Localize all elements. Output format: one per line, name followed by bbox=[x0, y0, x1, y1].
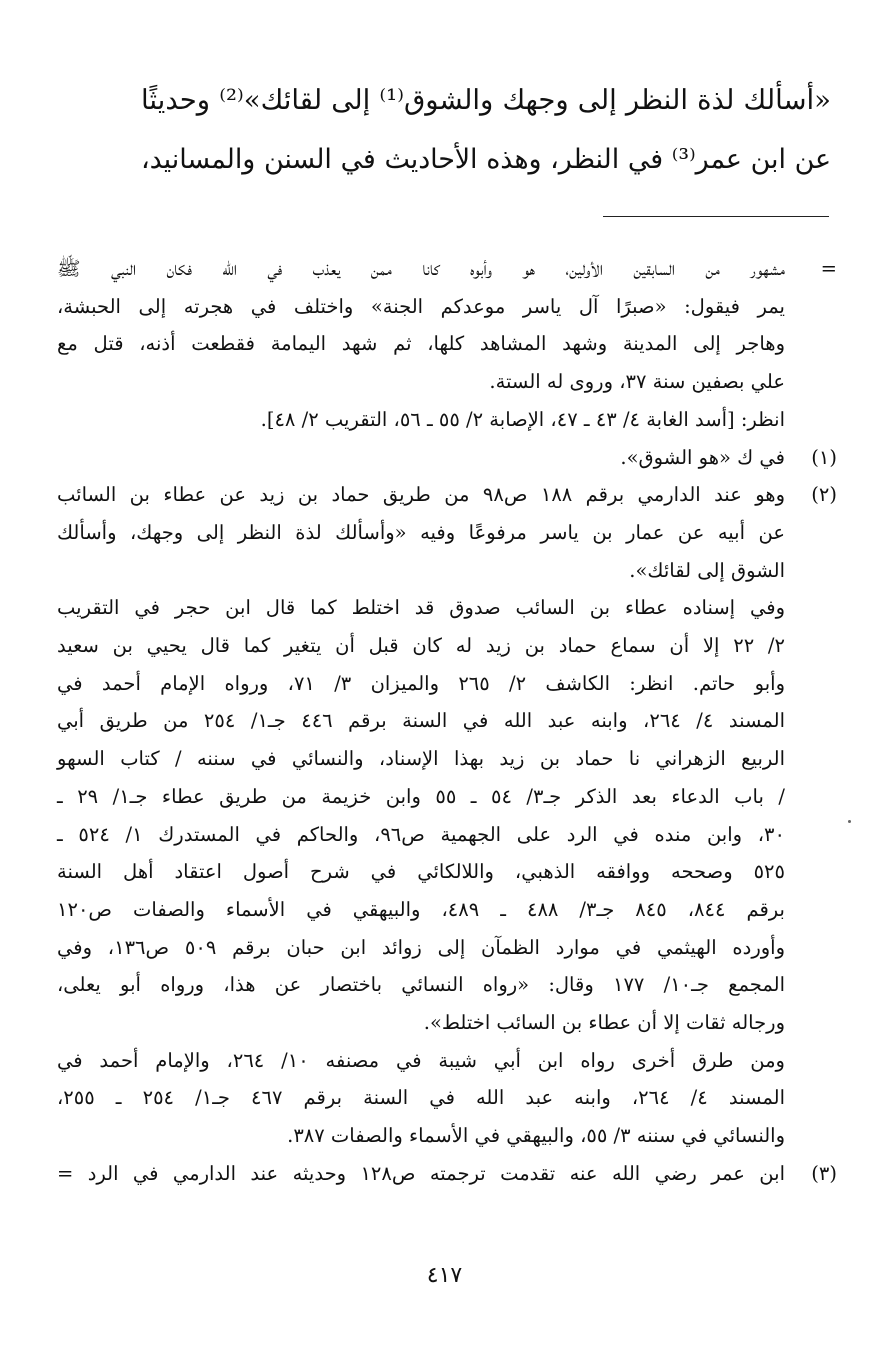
main-text-line: عن ابن عمر⁽³⁾ في النظر، وهذه الأحاديث في السنن والمسانيد، bbox=[141, 144, 832, 175]
footnote-mark: (١) bbox=[811, 445, 837, 469]
footnote-2 bbox=[57, 476, 837, 1155]
footnote-mark: (٢) bbox=[811, 483, 837, 507]
footnote-line: الشوق إلى لقائك». bbox=[629, 558, 785, 582]
footnote-line: وأورده الهيثمي في موارد الظمآن إلى زوائد ابن حبان برقم ٥٠٩ ص١٣٦، وفي bbox=[57, 935, 785, 959]
footnote-line: ٢/ ٢٢ إلا أن سماع حماد بن زيد له كان قبل أن يتغير كما قال يحيي بن سعيد bbox=[57, 634, 785, 658]
footnote-line: ومن طرق أخرى رواه ابن أبي شيبة في مصنفه ١٠/ ٢٦٤، والإمام أحمد في bbox=[57, 1048, 785, 1072]
footnote-line: ٥٢٥ وصححه ووافقه الذهبي، واللالكائي في شرح أصول اعتقاد أهل السنة bbox=[57, 860, 785, 884]
footnote-line: وهو عند الدارمي برقم ١٨٨ ص٩٨ من طريق حماد بن زيد عن عطاء بن السائب bbox=[57, 483, 785, 507]
footnote-line: المسند ٤/ ٢٦٤، وابنه عبد الله في السنة برقم ٤٦٧ جـ١/ ٢٥٤ ـ ٢٥٥، bbox=[57, 1086, 785, 1110]
page-number: ٤١٧ bbox=[426, 1263, 463, 1288]
footnote-3 bbox=[57, 1155, 837, 1193]
footnote-1 bbox=[57, 439, 837, 477]
footnote-mark: = bbox=[820, 257, 837, 280]
footnote-line: المسند ٤/ ٢٦٤، وابنه عبد الله في السنة برقم ٤٤٦ جـ١/ ٢٥٤ من طريق أبي bbox=[57, 709, 786, 733]
footnote-line: المجمع جـ١٠/ ١٧٧ وقال: «رواه النسائي باختصار عن هذا، ورواه أبو يعلى، bbox=[57, 973, 785, 997]
footnote-line: / باب الدعاء بعد الذكر جـ٣/ ٥٤ ـ ٥٥ وابن خزيمة من طريق عطاء جـ١/ ٢٩ ـ bbox=[57, 784, 785, 808]
footnote-line: ٣٠، وابن منده في الرد على الجهمية ص٩٦، والحاكم في المستدرك ١/ ٥٢٤ ـ bbox=[57, 822, 785, 846]
main-text bbox=[141, 70, 831, 190]
footnote-body bbox=[57, 1155, 785, 1193]
footnote-line: والنسائي في سننه ٣/ ٥٥، والبيهقي في الأسماء والصفات ٣٨٧. bbox=[287, 1124, 785, 1148]
footnote-line: وأبو حاتم. انظر: الكاشف ٢/ ٢٦٥ والميزان ٣/ ٧١، ورواه الإمام أحمد في bbox=[57, 671, 785, 695]
footnote-line: ورجاله ثقات إلا أن عطاء بن السائب اختلط». bbox=[423, 1011, 785, 1035]
footnote-line: الربيع الزهراني نا حماد بن زيد بهذا الإسناد، والنسائي في سننه / كتاب السهو bbox=[57, 747, 785, 771]
footnote-body bbox=[57, 250, 785, 439]
footnote-body bbox=[57, 476, 785, 1155]
margin-mark bbox=[848, 820, 851, 823]
footnote-line: في ك «هو الشوق». bbox=[620, 445, 785, 469]
footnote-line: يمر فيقول: «صبرًا آل ياسر موعدكم الجنة» واختلف في هجرته إلى الحبشة، bbox=[57, 294, 785, 318]
footnote-mark: (٣) bbox=[811, 1161, 837, 1185]
footnote-line: ابن عمر رضي الله عنه تقدمت ترجمته ص١٢٨ وحديثه عند الدارمي في الرد = bbox=[57, 1161, 785, 1185]
footnote-continued bbox=[57, 250, 837, 439]
footnote-separator bbox=[603, 216, 829, 217]
footnote-line: برقم ٨٤٤، ٨٤٥ جـ٣/ ٤٨٨ ـ ٤٨٩، والبيهقي في الأسماء والصفات ص١٢٠ bbox=[57, 897, 785, 921]
footnote-line: وهاجر إلى المدينة وشهد المشاهد كلها، ثم شهد اليمامة فقطعت أذنه، قتل مع bbox=[57, 332, 785, 356]
footnote-body bbox=[57, 439, 785, 477]
main-text-line: «أسألك لذة النظر إلى وجهك والشوق⁽¹⁾ إلى لقائك»⁽²⁾ وحديثًا bbox=[141, 84, 831, 116]
footnote-line: علي بصفين سنة ٣٧، وروى له الستة. bbox=[489, 370, 785, 394]
footnote-line: عن أبيه عن عمار بن ياسر مرفوعًا وفيه «وأسألك لذة النظر إلى وجهك، وأسألك bbox=[57, 520, 785, 544]
footnote-line: انظر: [أسد الغابة ٤/ ٤٣ ـ ٤٧، الإصابة ٢/ ٥٥ ـ ٥٦، التقريب ٢/ ٤٨]. bbox=[260, 407, 785, 431]
footnotes bbox=[57, 250, 837, 1193]
footnote-line: وفي إسناده عطاء بن السائب صدوق قد اختلط كما قال ابن حجر في التقريب bbox=[57, 596, 785, 620]
footnote-line: مشهور من السابقين الأولين، هو وأبوه كانا ممن يعذب في الله فكان النبي ﷺ bbox=[57, 257, 785, 280]
